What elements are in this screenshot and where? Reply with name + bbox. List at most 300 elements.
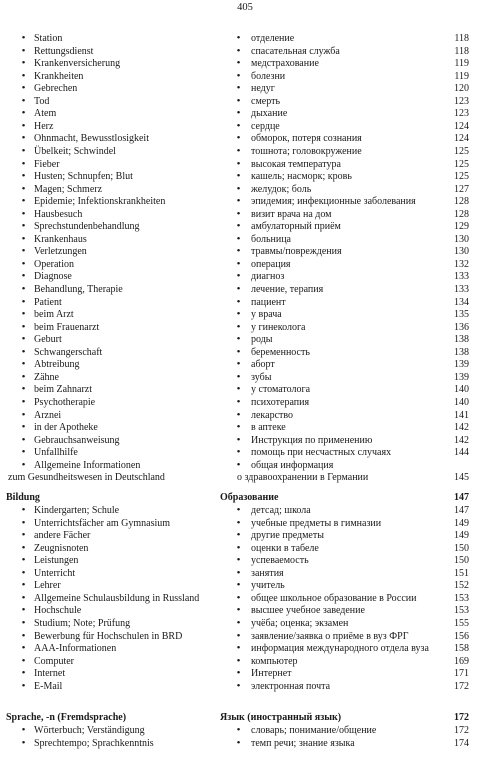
entry-russian: обморок, потеря сознания [251, 133, 362, 145]
entry-russian: сердце [251, 120, 280, 132]
entry-german: Hausbesuch [34, 208, 83, 220]
entry-german: beim Zahnarzt [34, 384, 93, 396]
bullet-icon: • [236, 107, 241, 120]
index-entry [0, 183, 490, 196]
bullet-icon: • [236, 132, 241, 145]
index-entry [0, 592, 490, 605]
index-entry [0, 296, 490, 309]
entry-german: Ohnmacht, Bewusstlosigkeit [34, 133, 149, 145]
bullet-icon: • [21, 170, 26, 183]
index-entry [0, 567, 490, 580]
index-entry [0, 132, 490, 145]
bullet-icon: • [236, 257, 241, 270]
bullet-icon: • [21, 421, 26, 434]
entry-russian: лечение, терапия [251, 284, 324, 295]
entry-russian: в аптеке [251, 422, 286, 434]
entry-german: Rettungsdienst [34, 45, 94, 57]
section-heading-de: Sprache, -n (Fremdsprache) [6, 712, 127, 723]
entry-german: Sprechstundenbehandlung [34, 221, 140, 233]
bullet-icon: • [236, 283, 241, 295]
bullet-icon: • [21, 44, 26, 57]
entry-page-number: 141 [454, 409, 469, 421]
index-entry [0, 346, 490, 359]
bullet-icon: • [236, 270, 241, 283]
entry-russian: тошнота; головокружение [251, 145, 362, 157]
bullet-icon: • [236, 504, 241, 517]
bullet-icon: • [236, 370, 241, 383]
entry-russian: эпидемия; инфекционные заболевания [251, 196, 416, 208]
bullet-icon: • [236, 170, 241, 183]
index-entry [0, 208, 490, 221]
index-entry [0, 57, 490, 70]
entry-german: Allgemeine Schulausbildung in Russland [34, 592, 200, 604]
bullet-icon: • [236, 295, 241, 308]
index-entry [0, 308, 490, 321]
entry-page-number: 138 [454, 346, 469, 358]
entry-german: Station [34, 33, 63, 44]
entry-page-number: 118 [454, 45, 469, 57]
entry-german: Operation [34, 258, 74, 270]
index-entry [0, 542, 490, 555]
entry-german: Bewerbung für Hochschulen in BRD [34, 630, 183, 642]
bullet-icon: • [236, 617, 241, 629]
bullet-icon: • [21, 529, 26, 542]
bullet-icon: • [236, 308, 241, 321]
entry-russian: высокая температура [251, 158, 341, 170]
bullet-icon: • [21, 195, 26, 208]
entry-german: Unfallhilfe [34, 447, 78, 459]
entry-russian: отделение [251, 33, 295, 44]
bullet-icon: • [21, 736, 26, 749]
bullet-icon: • [21, 345, 26, 358]
entry-page-number: 124 [454, 133, 469, 145]
entry-russian: учебные предметы в гимназии [251, 517, 382, 529]
entry-russian: у стоматолога [251, 384, 311, 396]
entry-german: Abtreibung [34, 359, 80, 371]
index-entry [0, 107, 490, 120]
bullet-icon: • [236, 157, 241, 170]
bullet-icon: • [236, 579, 241, 592]
bullet-icon: • [236, 358, 241, 371]
entry-german: Psychotherapie [34, 396, 96, 408]
entry-russian: темп речи; знание языка [251, 737, 355, 749]
index-entry [0, 396, 490, 409]
entry-page-number: 155 [454, 618, 469, 629]
entry-russian: амбулаторный приём [251, 221, 341, 233]
entry-page-number: 144 [454, 447, 469, 459]
bullet-icon: • [236, 654, 241, 667]
bullet-icon: • [236, 207, 241, 220]
index-entry [0, 737, 490, 750]
entry-german: Schwangerschaft [34, 346, 103, 358]
entry-page-number: 172 [454, 725, 469, 737]
index-entry [0, 371, 490, 384]
index-entry [0, 655, 490, 668]
bullet-icon: • [21, 591, 26, 604]
entry-russian: роды [251, 334, 273, 346]
entry-russian: занятия [251, 567, 284, 579]
bullet-icon: • [21, 157, 26, 170]
index-entry [0, 604, 490, 617]
entry-russian: словарь; понимание/общение [251, 725, 377, 737]
entry-page-number: 139 [454, 359, 469, 371]
entry-page-number: 140 [454, 384, 469, 396]
entry-page-number: 125 [454, 158, 469, 170]
entry-russian: другие предметы [251, 530, 324, 542]
entry-page-number: 128 [454, 208, 469, 220]
entry-page-number: 135 [454, 309, 469, 321]
bullet-icon: • [21, 604, 26, 617]
entry-page-number: 123 [454, 108, 469, 120]
section-heading-page: 147 [454, 492, 469, 503]
index-entry [0, 630, 490, 643]
index-entry [0, 45, 490, 58]
entry-page-number: 136 [454, 321, 469, 333]
index-entry [0, 554, 490, 567]
index-entry [0, 383, 490, 396]
entry-german: Zeugnisnoten [34, 542, 89, 554]
bullet-icon: • [236, 736, 241, 749]
entry-german: Hochschule [34, 605, 82, 617]
entry-page-number: 151 [454, 567, 469, 579]
entry-page-number: 129 [454, 221, 469, 233]
index-entry [0, 32, 490, 45]
entry-german: andere Fächer [34, 530, 91, 542]
bullet-icon: • [21, 395, 26, 408]
entry-german: Diagnose [34, 271, 72, 283]
entry-russian: зубы [251, 371, 272, 383]
entry-german: Wörterbuch; Verständigung [34, 725, 145, 737]
index-entry [0, 446, 490, 459]
entry-german: Fieber [34, 158, 60, 170]
entry-german: Arznei [34, 409, 62, 421]
index-entry [0, 421, 490, 434]
entry-russian: травмы/повреждения [251, 246, 342, 258]
page-number: 405 [237, 2, 253, 13]
bullet-icon: • [236, 245, 241, 258]
entry-russian: больница [251, 233, 291, 245]
bullet-icon: • [236, 82, 241, 95]
bullet-icon: • [236, 408, 241, 421]
entry-german: Verletzungen [34, 246, 87, 258]
entry-german: Gebrechen [34, 83, 78, 95]
entry-page-number: 139 [454, 371, 469, 383]
bullet-icon: • [236, 195, 241, 208]
entry-russian: аборт [251, 359, 275, 371]
bullet-icon: • [21, 629, 26, 642]
entry-german: Allgemeine Informationen [34, 459, 141, 471]
entry-russian: общее школьное образование в России [251, 592, 417, 604]
entry-german: Magen; Schmerz [34, 183, 103, 195]
bullet-icon: • [236, 220, 241, 233]
bullet-icon: • [236, 395, 241, 408]
bullet-icon: • [21, 245, 26, 258]
bullet-icon: • [236, 566, 241, 579]
bullet-icon: • [236, 629, 241, 642]
index-entry [0, 642, 490, 655]
bullet-icon: • [21, 433, 26, 446]
entry-german-continuation: zum Gesundheitswesen in Deutschland [8, 472, 165, 484]
bullet-icon: • [236, 232, 241, 245]
bullet-icon: • [21, 107, 26, 120]
entry-german: Internet [34, 668, 66, 680]
bullet-icon: • [236, 604, 241, 617]
bullet-icon: • [236, 516, 241, 529]
entry-page-number: 158 [454, 643, 469, 655]
bullet-icon: • [21, 207, 26, 220]
entry-russian: медстрахование [251, 58, 319, 70]
bullet-icon: • [21, 69, 26, 82]
entry-page-number: 130 [454, 233, 469, 245]
section-heading-ru: Язык (иностранный язык) [220, 712, 342, 723]
index-entry [0, 270, 490, 283]
index-entry [0, 120, 490, 133]
section-heading-ru: Образование [220, 492, 279, 503]
bullet-icon: • [236, 554, 241, 567]
bullet-icon: • [236, 383, 241, 396]
bullet-icon: • [21, 32, 26, 44]
bullet-icon: • [21, 82, 26, 95]
bullet-icon: • [236, 541, 241, 554]
entry-russian: заявление/заявка о приёме в вуз ФРГ [251, 630, 409, 642]
entry-russian: визит врача на дом [251, 208, 332, 220]
entry-russian: кашель; насморк; кровь [251, 171, 352, 183]
index-entry [0, 724, 490, 737]
entry-page-number: 134 [454, 296, 469, 308]
entry-german: beim Arzt [34, 309, 74, 321]
entry-russian: у гинеколога [251, 321, 306, 333]
index-entry [0, 667, 490, 680]
entry-german: Atem [34, 108, 57, 120]
entry-german: Übelkeit; Schwindel [34, 145, 116, 157]
entry-german: Unterricht [34, 567, 76, 579]
index-entry [0, 220, 490, 233]
entry-russian: спасательная служба [251, 45, 340, 57]
bullet-icon: • [236, 320, 241, 333]
entry-page-number: 127 [454, 183, 469, 195]
bullet-icon: • [21, 57, 26, 70]
entry-russian: желудок; боль [251, 183, 312, 195]
index-entry-continuation [0, 471, 490, 484]
index-entry [0, 245, 490, 258]
entry-page-number: 132 [454, 258, 469, 270]
bullet-icon: • [21, 458, 26, 471]
entry-german: Gebrauchsanweisung [34, 434, 120, 446]
index-entry [0, 233, 490, 246]
entry-page-number: 174 [454, 737, 469, 749]
index-entry [0, 170, 490, 183]
entry-german: E-Mail [34, 680, 63, 692]
entry-page-number: 138 [454, 334, 469, 346]
entry-page-number: 156 [454, 630, 469, 642]
entry-page-number: 147 [454, 505, 469, 517]
entry-page-number: 145 [454, 472, 469, 484]
index-entry [0, 321, 490, 334]
entry-page-number: 142 [454, 422, 469, 434]
entry-page-number: 140 [454, 396, 469, 408]
index-entry [0, 95, 490, 108]
entry-russian: электронная почта [251, 680, 331, 692]
bullet-icon: • [21, 679, 26, 692]
entry-page-number: 152 [454, 580, 469, 592]
entry-page-number: 153 [454, 605, 469, 617]
bullet-icon: • [21, 132, 26, 145]
entry-page-number: 142 [454, 434, 469, 446]
entry-german: Husten; Schnupfen; Blut [34, 171, 133, 183]
bullet-icon: • [21, 617, 26, 629]
entry-russian: смерть [251, 95, 281, 107]
index-entry [0, 517, 490, 530]
bullet-icon: • [21, 220, 26, 233]
entry-russian: помощь при несчастных случаях [251, 447, 392, 459]
entry-page-number: 130 [454, 246, 469, 258]
entry-page-number: 171 [454, 668, 469, 680]
entry-page-number: 128 [454, 196, 469, 208]
index-entry [0, 333, 490, 346]
index-entry [0, 358, 490, 371]
entry-german: Krankheiten [34, 70, 84, 82]
entry-russian: диагноз [251, 271, 285, 283]
bullet-icon: • [236, 182, 241, 195]
entry-german: Krankenhaus [34, 233, 87, 245]
bullet-icon: • [21, 554, 26, 567]
entry-russian: оценки в табеле [251, 542, 319, 554]
entry-russian: Интернет [251, 668, 292, 680]
entry-german: AAA-Informationen [34, 643, 117, 655]
index-entry [0, 145, 490, 158]
entry-page-number: 125 [454, 145, 469, 157]
bullet-icon: • [21, 295, 26, 308]
entry-german: Epidemie; Infektionskrankheiten [34, 196, 166, 208]
entry-russian: компьютер [251, 655, 298, 667]
bullet-icon: • [21, 94, 26, 107]
entry-russian: у врача [251, 309, 282, 321]
bullet-icon: • [236, 667, 241, 680]
bullet-icon: • [21, 232, 26, 245]
bullet-icon: • [236, 446, 241, 459]
entry-german: Herz [34, 120, 54, 132]
entry-page-number: 149 [454, 517, 469, 529]
index-entry [0, 579, 490, 592]
bullet-icon: • [21, 654, 26, 667]
entry-german: Studium; Note; Prüfung [34, 618, 131, 629]
bullet-icon: • [21, 446, 26, 459]
bullet-icon: • [21, 516, 26, 529]
entry-russian: учёба; оценка; экзамен [251, 618, 349, 629]
entry-page-number: 120 [454, 83, 469, 95]
entry-german: Lehrer [34, 580, 61, 592]
entry-german: Leistungen [34, 555, 79, 567]
entry-german: Behandlung, Therapie [34, 284, 123, 295]
entry-russian: психотерапия [251, 396, 310, 408]
bullet-icon: • [236, 69, 241, 82]
entry-page-number: 124 [454, 120, 469, 132]
entry-german: Geburt [34, 334, 62, 346]
bullet-icon: • [21, 383, 26, 396]
entry-russian: беременность [251, 346, 310, 358]
index-entry [0, 680, 490, 693]
bullet-icon: • [236, 679, 241, 692]
entry-german: Sprechtempo; Sprachkenntnis [34, 737, 154, 749]
bullet-icon: • [21, 308, 26, 321]
entry-german: Kindergarten; Schule [34, 505, 120, 517]
bullet-icon: • [21, 642, 26, 655]
entry-russian: Инструкция по применению [251, 434, 373, 446]
bullet-icon: • [21, 358, 26, 371]
entry-page-number: 125 [454, 171, 469, 183]
bullet-icon: • [21, 333, 26, 346]
bullet-icon: • [236, 724, 241, 737]
index-entry [0, 434, 490, 447]
entry-german: beim Frauenarzt [34, 321, 100, 333]
entry-russian: лекарство [251, 409, 294, 421]
entry-page-number: 169 [454, 655, 469, 667]
section-heading-de: Bildung [6, 492, 40, 503]
index-entry [0, 258, 490, 271]
bullet-icon: • [236, 44, 241, 57]
entry-russian: пациент [251, 296, 286, 308]
index-entry [0, 459, 490, 472]
bullet-icon: • [236, 529, 241, 542]
index-entry [0, 195, 490, 208]
entry-german: Computer [34, 655, 74, 667]
bullet-icon: • [236, 421, 241, 434]
index-entry [0, 409, 490, 422]
entry-russian: общая информация [251, 459, 334, 471]
bullet-icon: • [21, 182, 26, 195]
entry-russian: учитель [251, 580, 285, 592]
bullet-icon: • [236, 345, 241, 358]
index-entry [0, 617, 490, 630]
bullet-icon: • [236, 144, 241, 157]
entry-german: in der Apotheke [34, 422, 98, 434]
index-entry [0, 70, 490, 83]
entry-page-number: 119 [454, 70, 469, 82]
index-entry [0, 158, 490, 171]
entry-russian-continuation: о здравоохранении в Германии [237, 472, 369, 484]
entry-german: Zähne [34, 371, 59, 383]
bullet-icon: • [236, 433, 241, 446]
entry-russian: дыхание [251, 108, 288, 120]
entry-page-number: 150 [454, 542, 469, 554]
entry-german: Krankenversicherung [34, 58, 121, 70]
bullet-icon: • [21, 566, 26, 579]
index-entry [0, 529, 490, 542]
entry-russian: высшее учебное заведение [251, 605, 365, 617]
bullet-icon: • [236, 591, 241, 604]
bullet-icon: • [21, 667, 26, 680]
entry-page-number: 118 [454, 33, 469, 44]
entry-page-number: 153 [454, 592, 469, 604]
bullet-icon: • [236, 458, 241, 471]
entry-page-number: 119 [454, 58, 469, 70]
entry-russian: успеваемость [251, 555, 309, 567]
bullet-icon: • [21, 541, 26, 554]
bullet-icon: • [21, 370, 26, 383]
index-entry [0, 504, 490, 517]
bullet-icon: • [21, 144, 26, 157]
entry-page-number: 150 [454, 555, 469, 567]
bullet-icon: • [21, 408, 26, 421]
entry-german: Tod [34, 95, 50, 107]
bullet-icon: • [236, 94, 241, 107]
bullet-icon: • [21, 119, 26, 132]
section-heading-page: 172 [454, 712, 469, 723]
entry-russian: недуг [251, 83, 275, 95]
bullet-icon: • [21, 579, 26, 592]
bullet-icon: • [21, 270, 26, 283]
bullet-icon: • [236, 642, 241, 655]
